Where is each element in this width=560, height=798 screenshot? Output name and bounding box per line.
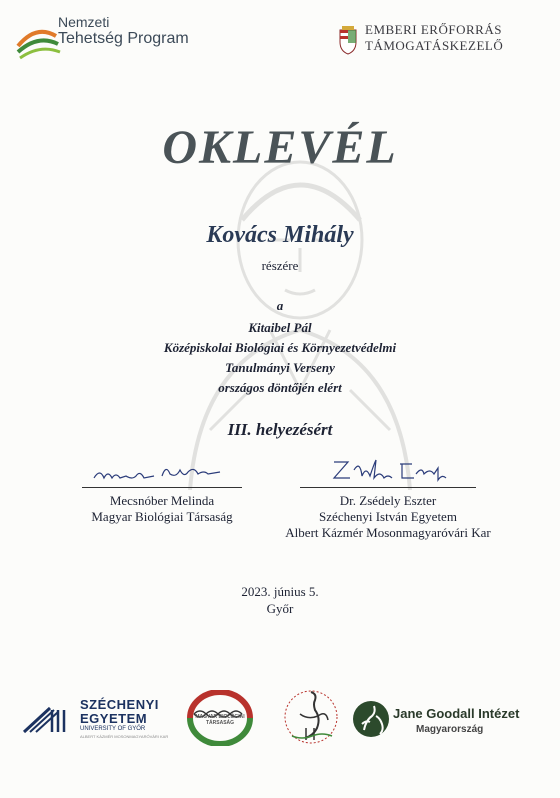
recipient-name: Kovács Mihály — [206, 222, 354, 248]
emet-logo-line1: EMBERI ERŐFORRÁS — [365, 22, 502, 37]
left-handwritten-signature — [92, 460, 232, 486]
jane-goodall-line1: Jane Goodall Intézet — [393, 706, 520, 721]
jane-goodall-logo-icon — [352, 700, 390, 738]
placement-text: III. helyezésért — [227, 420, 333, 439]
ntp-logo-line2: Tehetség Program — [58, 30, 189, 47]
ntp-logo-line1: Nemzeti — [58, 14, 110, 30]
sze-logo-line4: ALBERT KÁZMÉR MOSONMAGYARÓVÁRI KAR — [80, 734, 169, 739]
jane-goodall-line2: Magyarország — [416, 724, 484, 735]
left-signer-organization: Magyar Biológiai Társaság — [91, 509, 233, 524]
competition-line-1: Kitaibel Pál — [248, 320, 312, 335]
issue-place: Győr — [266, 601, 294, 616]
competition-line-4: országos döntőjén elért — [218, 380, 342, 395]
competition-line-2: Középiskolai Biológiai és Környezetvédelmi — [163, 340, 397, 355]
left-signature-line — [82, 487, 242, 488]
competition-line-3: Tanulmányi Verseny — [225, 360, 335, 375]
certificate-title: OKLEVÉL — [162, 121, 398, 174]
sze-logo-line1: SZÉCHENYI — [80, 697, 159, 712]
hungarian-crest-icon — [336, 26, 360, 56]
left-signer-name: Mecsnóber Melinda — [109, 493, 215, 508]
for-label: részére — [261, 258, 299, 273]
article-text: a — [276, 298, 284, 313]
right-signer-name: Dr. Zsédely Eszter — [339, 493, 437, 508]
mbt-logo-text: MAGYAR BIOLÓGIAI TÁRSASÁG — [195, 714, 245, 726]
right-signer-organization-1: Széchenyi István Egyetem — [319, 509, 457, 524]
right-signer-organization-2: Albert Kázmér Mosonmagyaróvári Kar — [285, 525, 491, 540]
sze-logo-line3: UNIVERSITY OF GYŐR — [80, 726, 146, 732]
issue-date: 2023. június 5. — [241, 584, 319, 599]
emet-logo-line2: TÁMOGATÁSKEZELŐ — [365, 38, 504, 53]
right-signature-line — [300, 487, 476, 488]
szechenyi-university-logo-icon — [22, 704, 72, 734]
hortobagy-national-park-logo-icon — [278, 684, 344, 750]
sze-logo-line2: EGYETEM — [80, 711, 148, 726]
right-handwritten-signature — [330, 456, 450, 484]
